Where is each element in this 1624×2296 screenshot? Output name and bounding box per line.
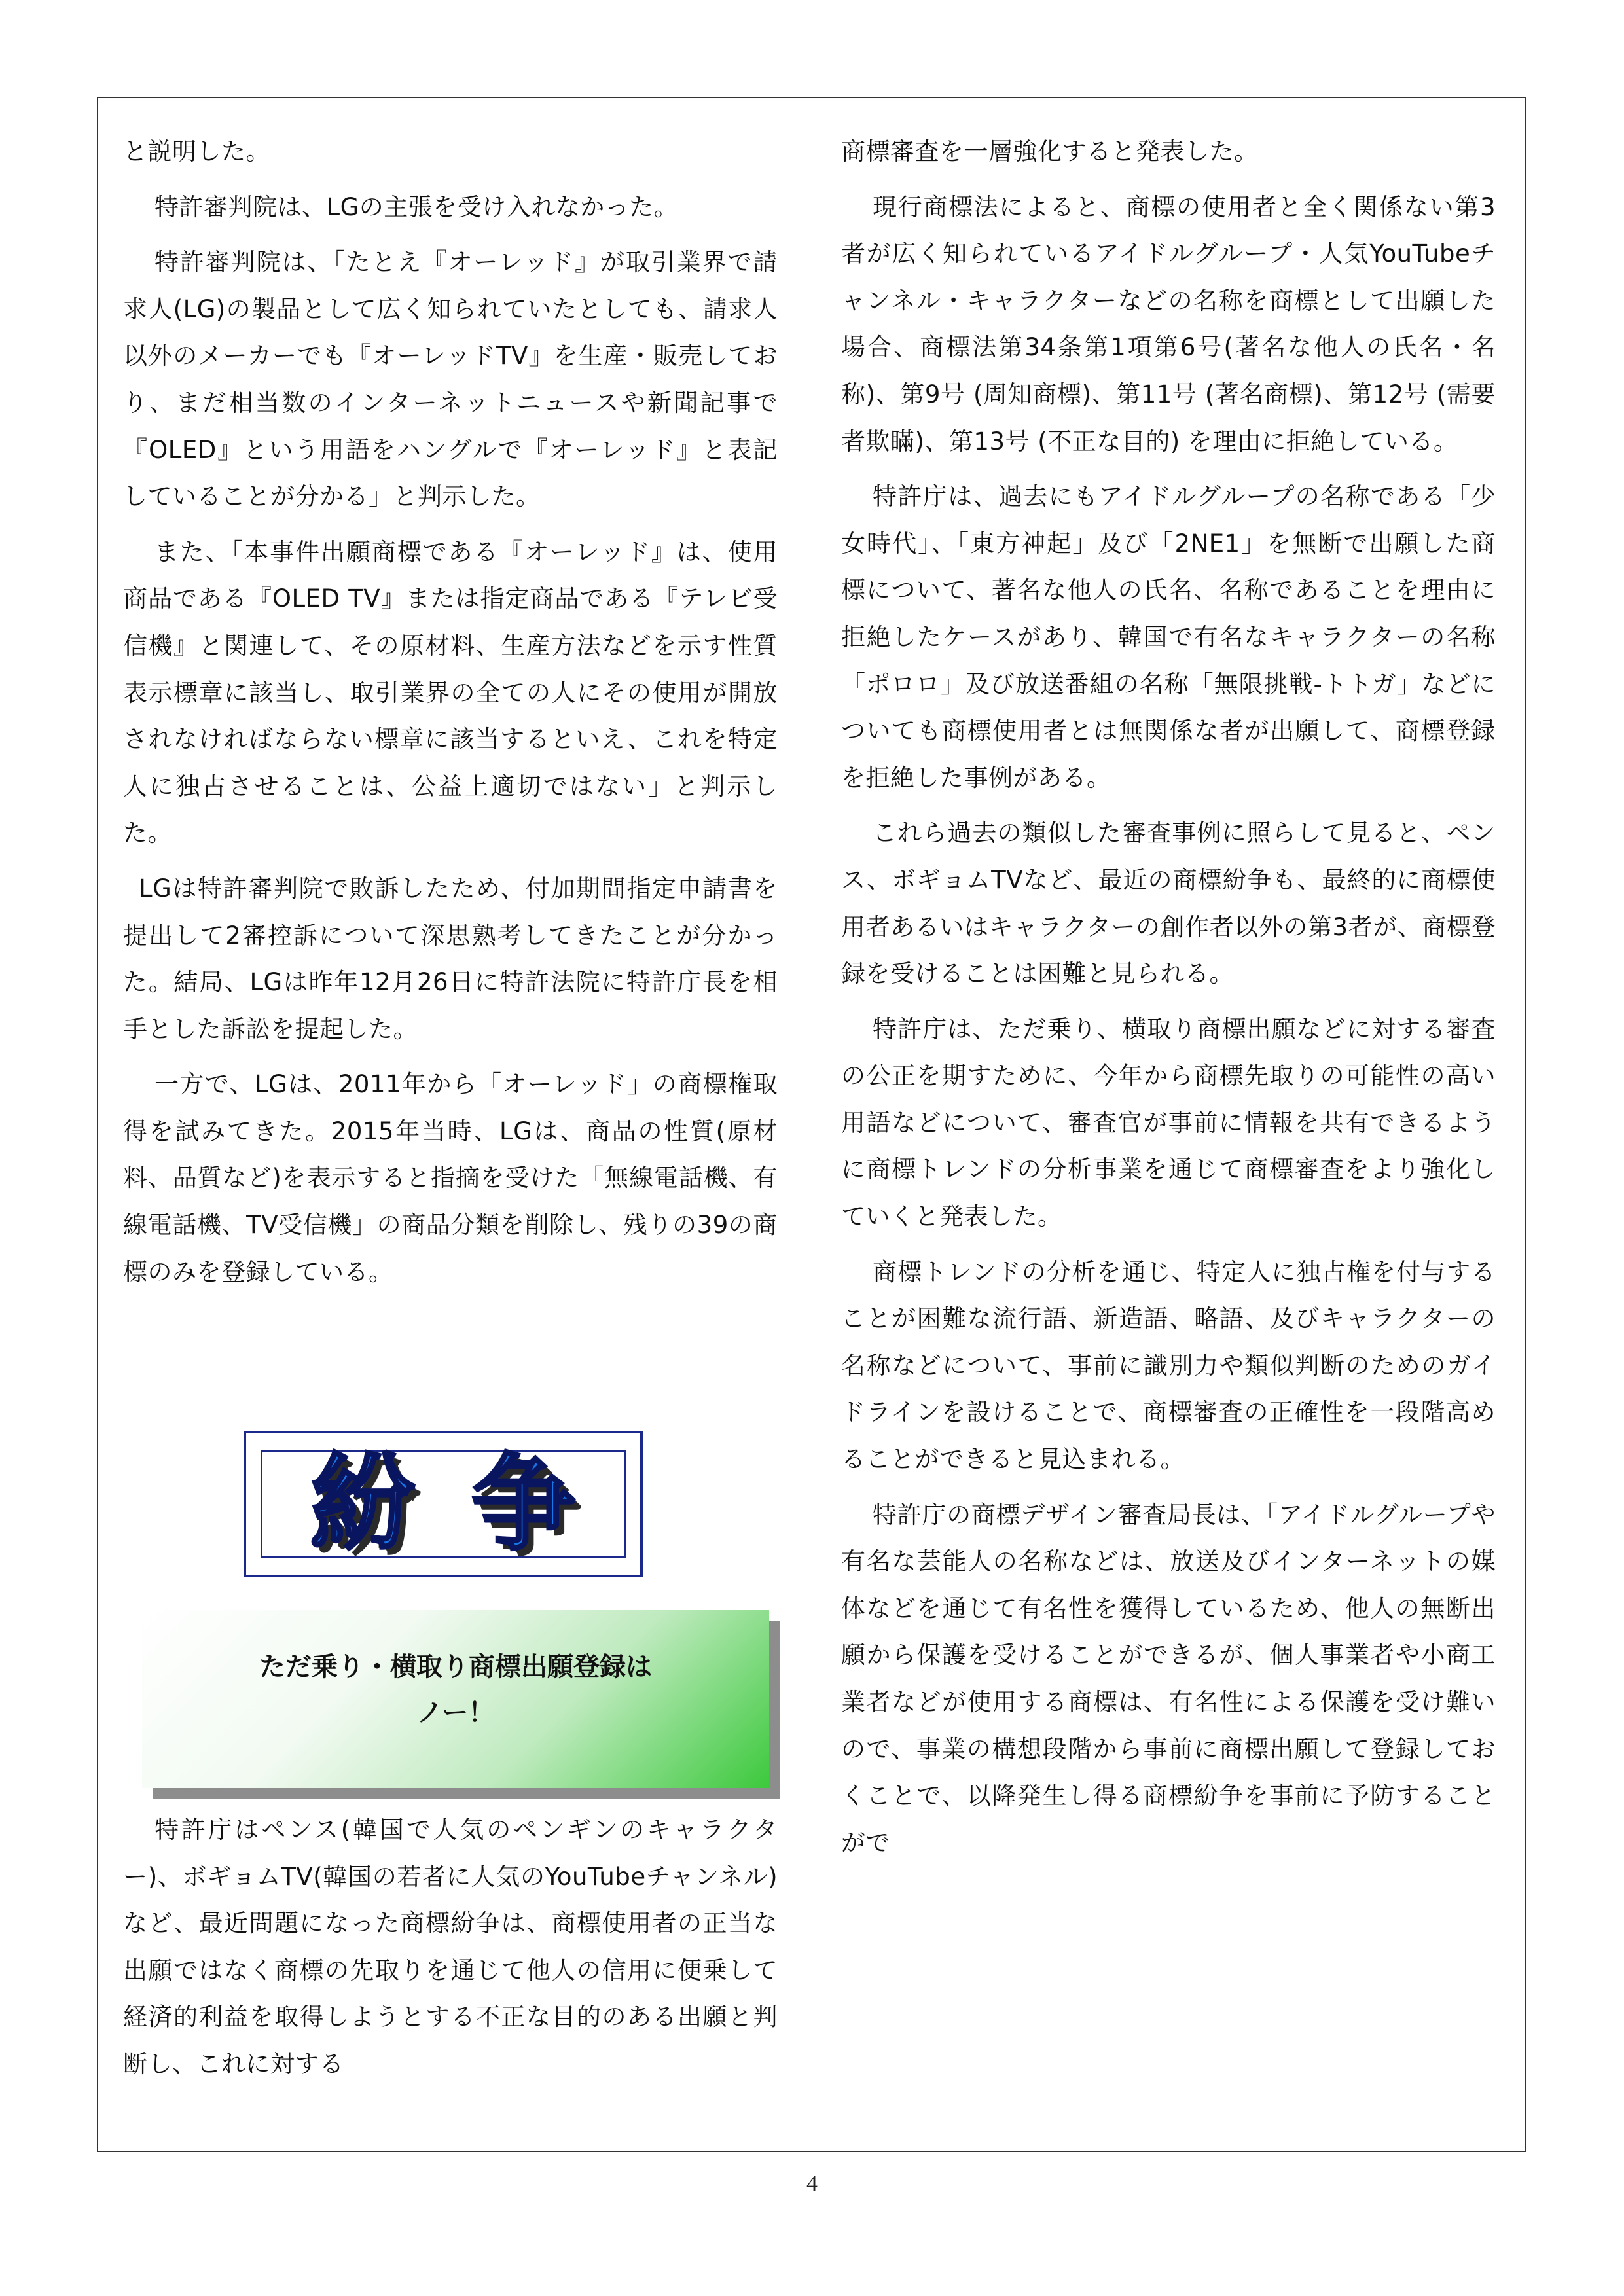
- paragraph: 特許審判院は、「たとえ『オーレッド』が取引業界で請求人(LG)の製品として広く知られていたとしても、請求人以外のメーカーでも『オーレッドTV』を生産・販売しており、まだ相当数のインターネットニュースや新聞記事で『OLED』という用語をハングルで『オーレッド』と表記していることが分かる」と判示した。: [123, 248, 778, 511]
- dispute-heading-inner: [261, 1443, 626, 1565]
- paragraph: 特許庁はペンス(韓国で人気のペンギンのキャラクター)、ボギョムTV(韓国の若者に人気のYouTubeチャンネル) など、最近問題になった商標紛争は、商標使用者の正当な出願ではなく商標の先取りを通じて他人の信用に便乗して経済的利益を取得しようとする不正な目的のある出願と判断し、これに対する: [123, 1816, 778, 2078]
- paragraph: LGは特許審判院で敗訴したため、付加期間指定申請書を提出して2審控訴について深思熟考してきたことが分かった。結局、LGは昨年12月26日に特許法院に特許庁長を相手とした訴訟を提起した。: [123, 874, 778, 1043]
- paragraph: 商標トレンドの分析を通じ、特定人に独占権を付与することが困難な流行語、新造語、略語、及びキャラクターの名称などについて、事前に識別力や類似判断のためのガイドラインを設けることで、商標審査の正確性を一段階高めることができると見込まれる。: [841, 1257, 1496, 1474]
- paragraph: 現行商標法によると、商標の使用者と全く関係ない第3者が広く知られているアイドルグループ・人気YouTubeチャンネル・キャラクターなどの名称を商標として出願した場合、商標法第34条第1項第6号(著名な他人の氏名・名称)、第9号 (周知商標)、第11号 (著名商標)、第12号 (需要者欺瞞)、第13号 (不正な目的) を理由に拒絶している。: [841, 192, 1496, 456]
- paragraph: と説明した。: [123, 137, 270, 166]
- paragraph: 特許庁の商標デザイン審査局長は、「アイドルグループや有名な芸能人の名称などは、放送及びインターネットの媒体などを通じて有名性を獲得しているため、他人の無断出願から保護を受けることができるが、個人事業者や小商工業者などが使用する商標は、有名性による保護を受け難いので、事業の構想段階から事前に商標出願して登録しておくことで、以降発生し得る商標紛争を事前に予防することがで: [841, 1500, 1496, 1857]
- paragraph: また、「本事件出願商標である『オーレッド』は、使用商品である『OLED TV』または指定商品である『テレビ受信機』と関連して、その原材料、生産方法などを示す性質表示標章に該当し、取引業界の全ての人にその使用が開放されなければならない標章に該当するといえ、これを特定人に独占させることは、公益上適切ではない」と判示した。: [123, 537, 778, 848]
- paragraph: 特許庁は、過去にもアイドルグループの名称である「少女時代」、「東方神起」及び「2NE1」を無断で出願した商標について、著名な他人の氏名、名称であることを理由に拒絶したケースがあり、韓国で有名なキャラクターの名称「ポロロ」及び放送番組の名称「無限挑戦-トトガ」などについても商標使用者とは無関係な者が出願して、商標登録を拒絶した事例がある。: [841, 482, 1496, 792]
- paragraph: 特許審判院は、LGの主張を受け入れなかった。: [154, 192, 679, 221]
- dispute-heading: [244, 1431, 643, 1577]
- left-column-bottom: [123, 1806, 778, 2096]
- right-column: [841, 128, 1496, 1874]
- banner-title: [142, 1644, 769, 1736]
- left-column: [123, 128, 778, 1304]
- page-number: 4: [806, 2172, 818, 2196]
- banner-line-1: ただ乗り・横取り商標出願登録は: [259, 1652, 652, 1682]
- dispute-char-2: 争: [471, 1443, 576, 1565]
- paragraph: 商標審査を一層強化すると発表した。: [841, 137, 1259, 166]
- paragraph: これら過去の類似した審査事例に照らして見ると、ペンス、ボギョムTVなど、最近の商標紛争も、最終的に商標使用者あるいはキャラクターの創作者以外の第3者が、商標登録を受けることは困難と見られる。: [841, 819, 1496, 988]
- dispute-char-1: 紛: [310, 1443, 415, 1565]
- banner-line-2: ノー！: [416, 1698, 495, 1728]
- paragraph: 特許庁は、ただ乗り、横取り商標出願などに対する審査の公正を期すために、今年から商標先取りの可能性の高い用語などについて、審査官が事前に情報を共有できるように商標トレンドの分析事業を通じて商標審査をより強化していくと発表した。: [841, 1014, 1496, 1231]
- paragraph: 一方で、LGは、2011年から「オーレッド」の商標権取得を試みてきた。2015年当時、LGは、商品の性質(原材料、品質など)を表示すると指摘を受けた「無線電話機、有線電話機、TV受信機」の商品分類を削除し、残りの39の商標のみを登録している。: [123, 1070, 778, 1286]
- page-frame: [97, 97, 1526, 2152]
- section-banner: [142, 1610, 769, 1788]
